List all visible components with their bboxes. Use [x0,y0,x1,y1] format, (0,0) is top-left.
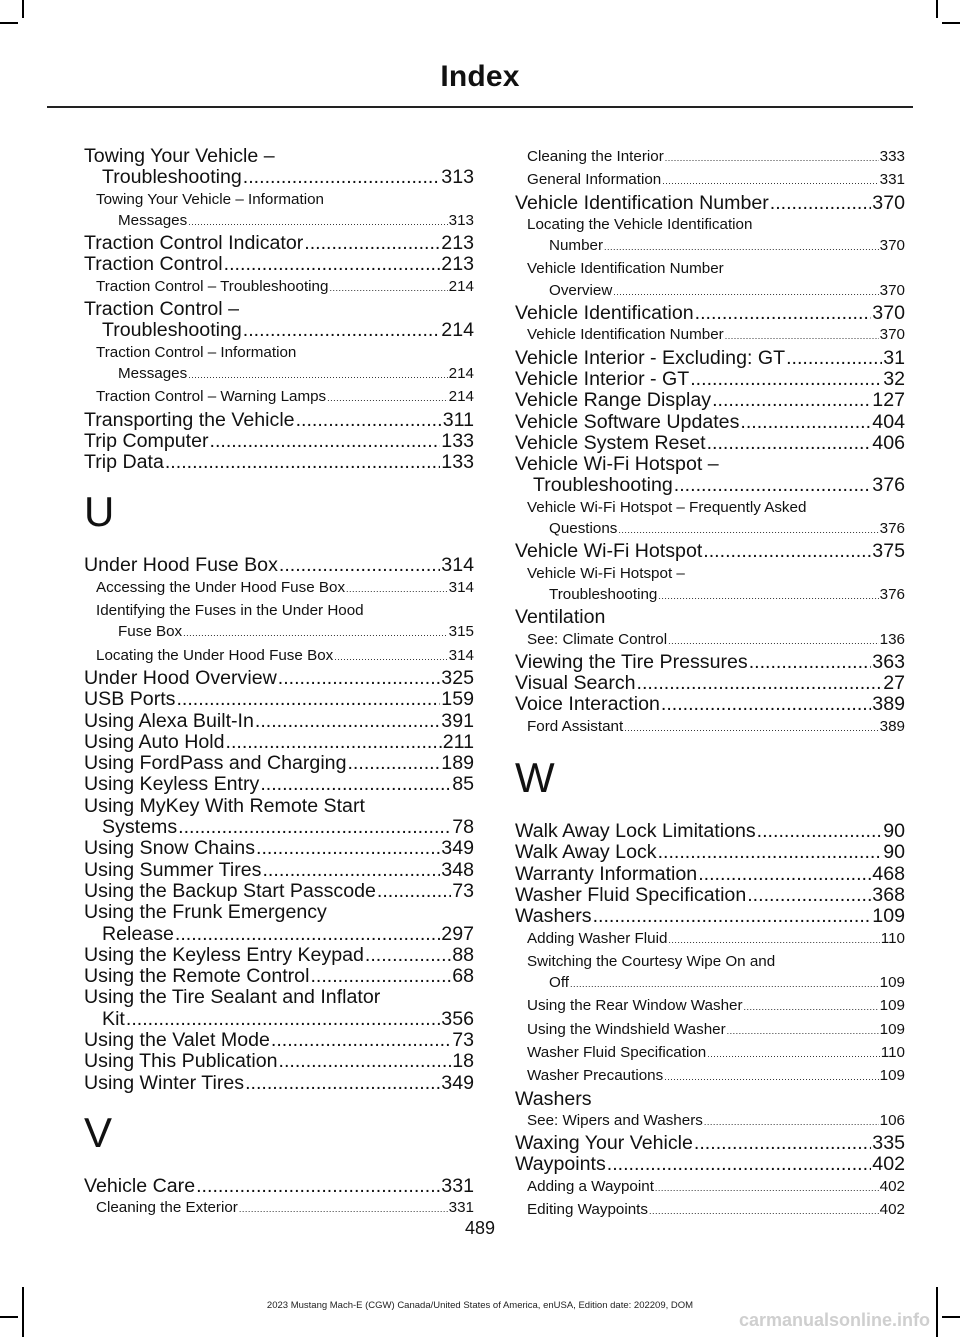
index-entry: Vehicle Care ..... 331 [84,1176,474,1197]
index-subentry: Locating the Under Hood Fuse Box ..... 314 [84,645,474,668]
index-subentry: Number ..... 370 [515,235,905,258]
index-subentry: Vehicle Identification Number ..... 370 [515,324,905,347]
index-entry: Using the Frunk Emergency [84,901,327,924]
crop-mark [0,1316,18,1318]
index-entry: Using the Tire Sealant and Inflator [84,986,381,1009]
index-subentry: Traction Control – Information [96,343,297,361]
index-entry: Under Hood Overview ..... 325 [84,668,474,689]
page-number: 489 [464,1218,496,1238]
index-subentry: See: Wipers and Washers ..... 106 [515,1110,905,1133]
index-entry: Vehicle Wi-Fi Hotspot – [515,453,719,476]
index-subentry: See: Climate Control ..... 136 [515,629,905,652]
index-subentry: Adding Washer Fluid ..... 110 [515,928,905,951]
index-entry: Vehicle Interior - GT ..... 32 [515,369,905,390]
index-entry: Towing Your Vehicle – [84,145,275,167]
index-entry: Using Alexa Built-In ..... 391 [84,711,474,732]
index-entry: Walk Away Lock Limitations ..... 90 [515,821,905,842]
index-subentry: Overview ..... 370 [515,280,905,303]
crop-mark [942,22,960,24]
index-entry: Using the Remote Control ..... 68 [84,966,474,987]
crop-mark [22,1287,24,1337]
index-subentry: Cleaning the Exterior ..... 331 [84,1197,474,1220]
index-entry: Vehicle Interior - Excluding: GT ..... 31 [515,348,905,369]
crop-mark [22,0,24,18]
index-subentry: Vehicle Identification Number [527,260,724,278]
index-entry: Washers ..... 109 [515,906,905,927]
index-entry: Using the Keyless Entry Keypad ..... 88 [84,945,474,966]
section-letter: V [84,1108,113,1156]
index-subentry: Ford Assistant ..... 389 [515,716,905,739]
index-column-left [84,146,474,1220]
index-entry: Traction Control ..... 213 [84,254,474,275]
index-entry: Visual Search ..... 27 [515,673,905,694]
index-subentry: Traction Control – Troubleshooting ..... 214 [84,276,474,299]
index-entry: Voice Interaction ..... 389 [515,694,905,715]
index-subentry: Identifying the Fuses in the Under Hood [96,602,364,620]
index-entry: Viewing the Tire Pressures ..... 363 [515,652,905,673]
index-column-right [515,146,905,1222]
index-subentry: Adding a Waypoint ..... 402 [515,1176,905,1199]
index-entry: Vehicle Identification Number ..... 370 [515,193,905,214]
section-letter: W [515,754,555,802]
header-divider [47,106,913,108]
index-entry: USB Ports ..... 159 [84,689,474,710]
index-entry: Waypoints ..... 402 [515,1154,905,1175]
index-subentry: Vehicle Wi-Fi Hotspot – [527,564,685,582]
index-entry: Using Snow Chains ..... 349 [84,838,474,859]
watermark: carmanualsonline.info [738,1310,930,1330]
index-entry: Troubleshooting ..... 214 [84,320,474,341]
index-entry: Release ..... 297 [84,924,474,945]
crop-mark [0,22,18,24]
index-entry: Using Keyless Entry ..... 85 [84,774,474,795]
index-subentry: Questions ..... 376 [515,518,905,541]
crop-mark [936,0,938,18]
index-entry: Traction Control – [84,298,239,321]
index-subentry: General Information ..... 331 [515,169,905,192]
index-entry: Trip Computer ..... 133 [84,431,474,452]
index-entry: Ventilation [515,606,606,629]
index-entry: Using This Publication ..... 18 [84,1051,474,1072]
footer-edition-text: 2023 Mustang Mach-E (CGW) Canada/United States of America, enUSA, Edition date: 202209, DOM [266,1300,694,1311]
index-subentry: Using the Windshield Washer ..... 109 [515,1019,905,1042]
index-subentry: Troubleshooting ..... 376 [515,584,905,607]
index-entry: Using Winter Tires ..... 349 [84,1073,474,1094]
index-entry: Using Summer Tires ..... 348 [84,860,474,881]
index-entry: Under Hood Fuse Box ..... 314 [84,555,474,576]
index-subentry: Using the Rear Window Washer ..... 109 [515,995,905,1018]
index-subentry: Towing Your Vehicle – Information [96,190,324,208]
index-entry: Vehicle System Reset ..... 406 [515,433,905,454]
page-title: Index [440,60,520,93]
index-entry: Walk Away Lock ..... 90 [515,842,905,863]
page-ref: 313 [441,166,474,189]
crop-mark [942,1316,960,1318]
index-entry: Transporting the Vehicle ..... 311 [84,410,474,431]
index-entry: Washer Fluid Specification ..... 368 [515,885,905,906]
index-entry: Vehicle Wi-Fi Hotspot ..... 375 [515,541,905,562]
index-entry: Using FordPass and Charging ..... 189 [84,753,474,774]
crop-mark [936,1287,938,1337]
index-subentry: Traction Control – Warning Lamps ..... 214 [84,386,474,409]
index-entry: Warranty Information ..... 468 [515,864,905,885]
index-entry: Using Auto Hold ..... 211 [84,732,474,753]
section-letter: U [84,488,115,536]
index-entry: Vehicle Software Updates ..... 404 [515,412,905,433]
index-subentry: Off ..... 109 [515,972,905,995]
index-entry: Waxing Your Vehicle ..... 335 [515,1133,905,1154]
index-entry: Washers [515,1087,592,1110]
index-subentry: Cleaning the Interior ..... 333 [515,146,905,169]
index-entry: Vehicle Range Display ..... 127 [515,390,905,411]
index-subentry: Accessing the Under Hood Fuse Box ..... 314 [84,577,474,600]
index-entry: Vehicle Identification ..... 370 [515,303,905,324]
index-entry: Using MyKey With Remote Start [84,794,365,817]
index-subentry: Editing Waypoints ..... 402 [515,1199,905,1222]
index-subentry: Fuse Box ..... 315 [84,621,474,644]
index-entry: Traction Control Indicator ..... 213 [84,233,474,254]
index-entry: Troubleshooting ..... 313 [84,167,474,188]
index-subentry: Washer Precautions ..... 109 [515,1065,905,1088]
index-subentry: Messages ..... 313 [84,210,474,233]
index-subentry: Messages ..... 214 [84,363,474,386]
index-subentry: Switching the Courtesy Wipe On and [527,952,776,970]
index-entry: Using the Valet Mode ..... 73 [84,1030,474,1051]
index-entry: Systems ..... 78 [84,817,474,838]
index-subentry: Washer Fluid Specification ..... 110 [515,1042,905,1065]
index-subentry: Locating the Vehicle Identification [527,215,753,233]
index-entry: Using the Backup Start Passcode ..... 73 [84,881,474,902]
index-entry: Trip Data ..... 133 [84,452,474,473]
index-subentry: Vehicle Wi-Fi Hotspot – Frequently Asked [527,498,807,516]
index-entry: Kit ..... 356 [84,1009,474,1030]
index-entry: Troubleshooting ..... 376 [515,475,905,496]
